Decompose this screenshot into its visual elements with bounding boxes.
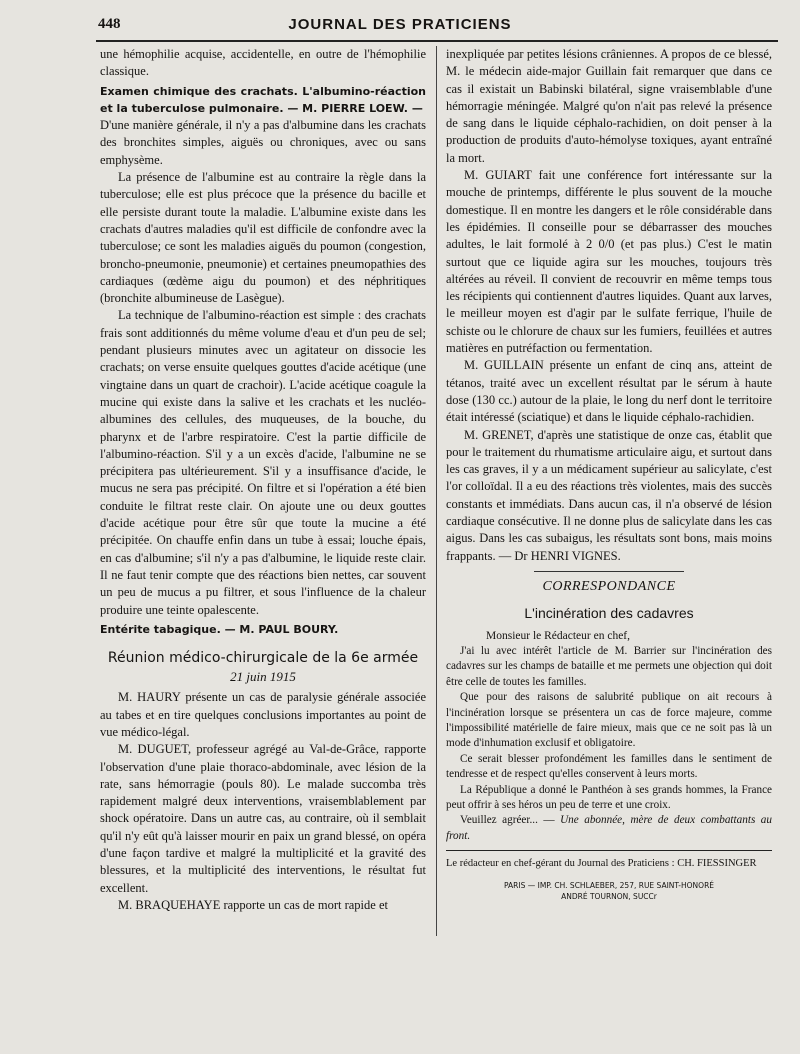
letter-salutation: Monsieur le Rédacteur en chef, [486, 629, 631, 642]
letter-paragraph: La République a donné le Panthéon à ses grands hommes, la France peut offrir à ses héros un peu de terre et une croix. [446, 783, 772, 811]
section-title: L'incinération des cadavres [524, 605, 694, 622]
paragraph: La technique de l'albumino-réaction est simple : des crachats frais sont additionnés du même volume d'eau et d'un peu de sel; pendant plusieurs minutes avec un agitateur on dissocie les crachats; on verse ensuite quelques gouttes d'acide acétique (une vingtaine dans un quart de crachoir). L'acide acétique coagule la mucine qui existe dans la salive et les crachats et les nucléo-albumines des cellules, des muqueuses, de la bouche, du pharynx et de l'arbre respiratoire. C'est la partie difficile de l'albumino-réaction. S'il y a un excès d'acide, l'albumine ne se précipitera pas ultérieurement. S'il y a insuffisance d'acide, le mucus ne sera pas précipité. On filtre et si l'opération a été bien conduite le filtrat reste clair. On ajoute une ou deux gouttes d'acide acétique pour être sûr que toute la mucine a été précipitée. On chauffe enfin dans un tube à essai; louche épais, en cas d'albumine; s'il n'y a pas d'albumine, le liquide reste clair. Il ne faut tenir compte que des réactions bien nettes, car souvent un peu de mucus a pu filtrer, et sous l'influence de la chaleur produire une teinte opalescente. [100, 308, 426, 617]
paragraph: M. GUILLAIN présente un enfant de cinq ans, atteint de tétanos, traité avec un excellent résultat par le sérum à haute dose (130 cc.) autour de la plaie, le long du nerf dont le territoire était intéressé (sciatique) et dans le liquide céphalo-rachidien. [446, 358, 772, 425]
paragraph: une hémophilie acquise, accidentelle, en outre de l'hémophilie classique. [100, 47, 426, 79]
right-column [446, 46, 772, 902]
paragraph: M. GUIART fait une conférence fort intéressante sur la mouche de printemps, différente le plus souvent de la mouche domestique. Il en montre les dangers et le rôle considérable dans les épidémies. Il conseille pour se débarrasser des mouches adultes, le lait formolé à 2 0/0 (et pas plus.) C'est le matin surtout que ce liquide agira sur les mouches, toujours très altérées au réveil. Il convient de recouvrir en même temps tous les récipients qui contiennent d'autres liquides. Quant aux larves, le meilleur moyen est d'agir par le sulfate ferrique, l'huile de schiste ou le chlorure de chaux sur les fumiers, feuillées et autres matières en putréfaction ou fermentation. [446, 168, 772, 356]
letter-closing [446, 813, 772, 844]
page-header [0, 14, 800, 38]
closing-text: Veuillez agréer... — [460, 814, 561, 827]
paragraph: M. DUGUET, professeur agrégé au Val-de-Grâce, rapporte l'observation d'une plaie thoraco-abdominale, avec lésion de la rate, sans hémorragie (pouls 80). Le malade succomba très rapidement malgré deux interventions, vraisemblablement par shock opératoire. Dans un autre cas, au contraire, où il semblait qu'il n'y eût qu'à laisser mourir en paix un grand blessé, on opéra d'une façon tardive et malgré la multiplicité et la gravité des blessures, et la multiplicité des interventions, le résultat fut excellent. [100, 742, 426, 895]
paragraph: M. BRAQUEHAYE rapporte un cas de mort rapide et [118, 897, 388, 912]
imprint-line: ANDRÉ TOURNON, SUCCr [561, 892, 657, 902]
meeting-date: 21 juin 1915 [230, 669, 296, 685]
article-subhead: Entérite tabagique. — M. PAUL BOURY. [100, 622, 339, 636]
letter-paragraph: Que pour des raisons de salubrité publique on ait recours à l'incinération lorsque se présentera un cas de force majeure, comme l'impossibilité matérielle de faire mieux, mais que ce ne soit pas là un mode d'inhumation exclusif et obligatoire. [446, 691, 772, 750]
page-number: 448 [98, 16, 121, 32]
column-divider [436, 46, 437, 936]
section-divider [534, 571, 684, 572]
letter [446, 629, 772, 845]
letter-paragraph: Ce serait blesser profondément les familles dans le sentiment de tendresse et de respect qu'elles conservent à leurs morts. [446, 752, 772, 781]
header-rule [96, 40, 778, 42]
paragraph: M. GRENET, d'après une statistique de onze cas, établit que pour le traitement du rhumatisme articulaire aigu, et surtout dans les cas graves, il y a un médicament supérieur au salicylate, c'est l'or colloïdal. Il a eu des réactions très violentes, mais des succès constants et immédiats. Dans aucun cas, il n'a observé de lésion cardiaque consécutive. Il ne donne plus de salicylate dans les cas aigus. Dans les cas subaigus, les résultats sont bons, mais moins frappants. — Dr HENRI VIGNES. [446, 427, 772, 563]
editor-line: Le rédacteur en chef-gérant du Journal des Praticiens : CH. FIESSINGER [446, 858, 757, 870]
paragraph: M. HAURY présente un cas de paralysie générale associée au tabes et en tire quelques conclusions importantes au point de vue médico-légal. [100, 690, 426, 739]
imprint [446, 880, 772, 902]
letter-paragraph: J'ai lu avec intérêt l'article de M. Barrier sur l'incinération des cadavres sur les champs de bataille et me permets une objection qui doit être celle de toutes les familles. [446, 644, 772, 688]
left-column [100, 46, 426, 914]
imprint-line: PARIS — IMP. CH. SCHLAEBER, 257, RUE SAINT-HONORÉ [503, 881, 715, 891]
footer-rule [446, 850, 772, 851]
paragraph: inexpliquée par petites lésions crâniennes. A propos de ce blessé, M. le médecin aide-major Guillain fait remarquer que dans ce cas il existait un Babinski bilatéral, signe vraisemblable d'une hémorragie méningée. Malgré qu'on n'ait pas relevé la présence de sang dans le liquide céphalo-rachidien, on doit penser à la production de produits d'auto-hémolyse toxiques, ayant entraîné la mort. [446, 47, 772, 165]
article-subhead: Examen chimique des crachats. L'albumino-réaction et la tuberculose pulmonaire. — M. PIERRE LOEW. — [100, 84, 426, 115]
journal-title: JOURNAL DES PRATICIENS [288, 16, 512, 33]
paragraph: La présence de l'albumine est au contraire la règle dans la tuberculose; elle est plus précoce que la présence du bacille et elle persiste durant toute la maladie. L'albumine existe dans les crachats d'autres maladies qu'il est difficile de confondre avec la tuberculose; ce sont les maladies aiguës du poumon (congestion, broncho-pneumonie, pneumonie) et certaines pneumopathies des cardiaques (œdème aigu du poumon) et des néphritiques (bronchite albumineuse de Lasègue). [100, 170, 426, 306]
meeting-title: Réunion médico-chirurgicale de la 6e armée [107, 650, 419, 667]
letter-signature: Une abonnée, mère de deux combattants au front. [446, 814, 772, 842]
paragraph: D'une manière générale, il n'y a pas d'albumine dans les crachats des bronchites simples, aiguës ou chroniques, avec ou sans emphysème. [100, 118, 426, 167]
correspondance-heading: CORRESPONDANCE [542, 578, 676, 594]
